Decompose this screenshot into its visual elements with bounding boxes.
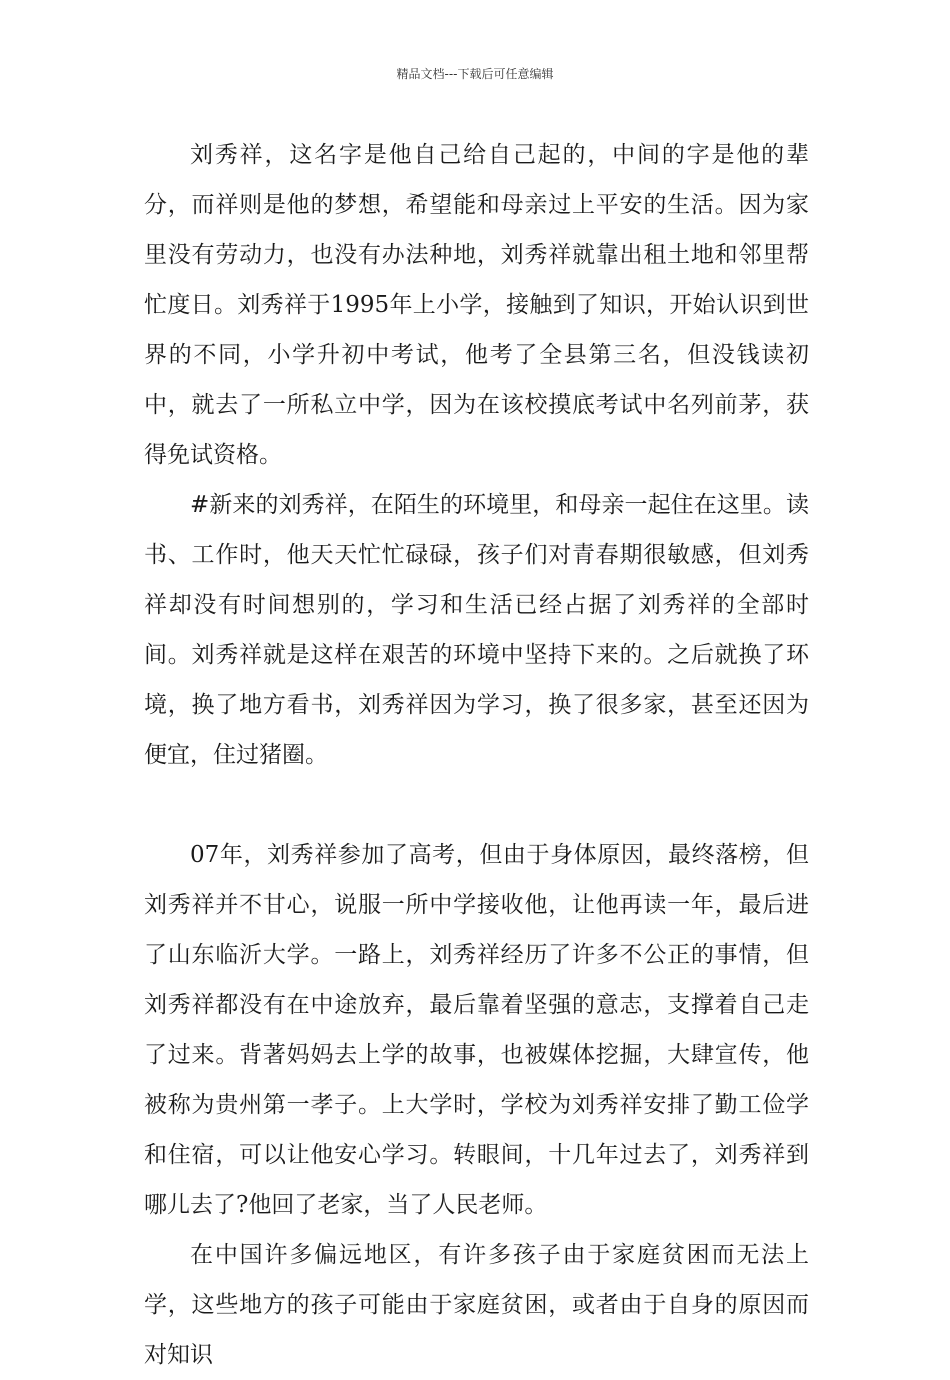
page-header: 精品文档---下载后可任意编辑 [396, 67, 554, 81]
paragraph-2: #新来的刘秀祥，在陌生的环境里，和母亲一起住在这里。读书、工作时，他天天忙忙碌碌，孩子们对青春期很敏感，但刘秀祥却没有时间想别的，学习和生活已经占据了刘秀祥的全部时间。刘秀祥就是这样在艰苦的环境中坚持下来的。之后就换了环境，换了地方看书，刘秀祥因为学习，换了很多家，甚至还因为便宜，住过猪圈。 [144, 492, 809, 768]
paragraph-1: 刘秀祥，这名字是他自己给自己起的，中间的字是他的辈分，而祥则是他的梦想，希望能和母亲过上平安的生活。因为家里没有劳动力，也没有办法种地，刘秀祥就靠出租土地和邻里帮忙度日。刘秀祥于1995年上小学，接触到了知识，开始认识到世界的不同，小学升初中考试，他考了全县第三名，但没钱读初中，就去了一所私立中学，因为在该校摸底考试中名列前茅，获得免试资格。 [144, 142, 809, 468]
paragraph-3: 07年，刘秀祥参加了高考，但由于身体原因，最终落榜，但刘秀祥并不甘心，说服一所中学接收他，让他再读一年，最后进了山东临沂大学。一路上，刘秀祥经历了许多不公正的事情，但刘秀祥都没有在中途放弃，最后靠着坚强的意志，支撑着自己走了过来。背著妈妈去上学的故事，也被媒体挖掘，大肆宣传，他被称为贵州第一孝子。上大学时，学校为刘秀祥安排了勤工俭学和住宿，可以让他安心学习。转眼间，十几年过去了，刘秀祥到哪儿去了?他回了老家，当了人民老师。 [144, 842, 809, 1218]
paragraph-4: 在中国许多偏远地区，有许多孩子由于家庭贫困而无法上学，这些地方的孩子可能由于家庭贫困，或者由于自身的原因而对知识 [144, 1242, 809, 1368]
document-body [144, 130, 809, 1380]
